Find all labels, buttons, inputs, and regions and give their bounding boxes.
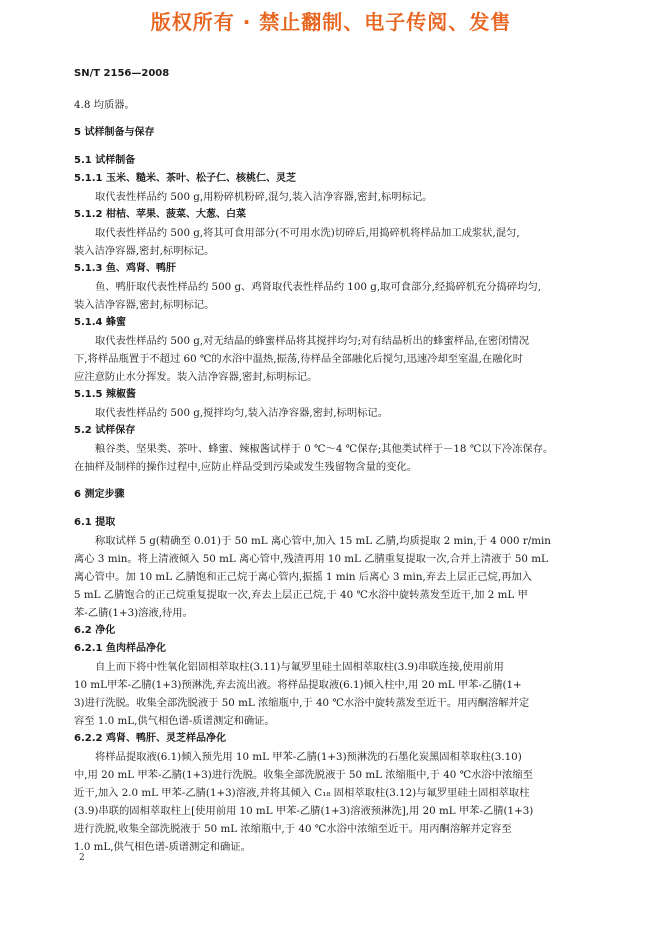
section-5-1-5-heading: 5.1.5 辣椒酱	[74, 389, 136, 400]
paragraph-line: 1.0 mL,供气相色谱-质谱测定和确证。	[74, 841, 251, 853]
paragraph-line: 在抽样及制样的操作过程中,应防止样品受到污染或发生残留物含量的变化。	[74, 461, 418, 473]
section-5-1-4-heading: 5.1.4 蜂蜜	[74, 317, 126, 328]
paragraph-line: 离心 3 min。将上清液倾入 50 mL 离心管中,残渣再用 10 mL 乙腈重复提取一次,合并上清液于 50 mL	[74, 553, 548, 565]
clause-4-8: 4.8 均质器。	[74, 99, 135, 111]
paragraph-line: 10 mL甲苯-乙腈(1+3)预淋洗,弃去流出液。将样品提取液(6.1)倾入柱中,用 20 mL 甲苯-乙腈(1+	[74, 679, 522, 691]
document-body	[74, 96, 588, 856]
section-5-1-heading: 5.1 试样制备	[74, 155, 136, 166]
paragraph: 取代表性样品约 500 g,用粉碎机粉碎,混匀,装入洁净容器,密封,标明标记。	[95, 191, 433, 203]
paragraph-line: 取代表性样品约 500 g,对无结晶的蜂蜜样品将其搅拌均匀;对有结晶析出的蜂蜜样品,在密闭情况	[95, 335, 530, 347]
paragraph-line: 自上而下将中性氧化铝固相萃取柱(3.11)与氟罗里硅土固相萃取柱(3.9)串联连接,使用前用	[95, 661, 504, 673]
paragraph-line: 称取试样 5 g(精确至 0.01)于 50 mL 离心管中,加入 15 mL 乙腈,均质提取 2 min,于 4 000 r/min	[95, 535, 551, 547]
paragraph-line: 进行洗脱,收集全部洗脱液于 50 mL 浓缩瓶中,于 40 ℃水浴中浓缩至近干。用丙酮溶解并定容至	[74, 823, 512, 835]
section-5-heading: 5 试样制备与保存	[74, 127, 155, 138]
paragraph-line: (3.9)串联的固相萃取柱上[使用前用 10 mL 甲苯-乙腈(1+3)溶液预淋洗],用 20 mL 甲苯-乙腈(1+3)	[74, 805, 534, 817]
paragraph-line: 粮谷类、坚果类、茶叶、蜂蜜、辣椒酱试样于 0 ℃～4 ℃保存;其他类试样于－18 ℃以下冷冻保存。	[95, 443, 554, 455]
section-6-2-2-heading: 6.2.2 鸡肾、鸭肝、灵芝样品净化	[74, 733, 226, 744]
paragraph-line: 3)进行洗脱。收集全部洗脱液于 50 mL 浓缩瓶中,于 40 ℃水浴中旋转蒸发至近干。用丙酮溶解并定	[74, 697, 530, 709]
section-5-1-3-heading: 5.1.3 鱼、鸡肾、鸭肝	[74, 263, 176, 274]
copyright-watermark: 版权所有 · 禁止翻制、电子传阅、发售	[150, 10, 512, 34]
paragraph-line: 装入洁净容器,密封,标明标记。	[74, 299, 215, 311]
paragraph-line: 鱼、鸭肝取代表性样品约 500 g、鸡肾取代表性样品约 100 g,取可食部分,经捣碎机充分捣碎均匀,	[95, 281, 542, 293]
section-6-heading: 6 测定步骤	[74, 489, 125, 500]
paragraph-line: 容至 1.0 mL,供气相色谱-质谱测定和确证。	[74, 715, 275, 727]
paragraph-line: 应注意防止水分挥发。装入洁净容器,密封,标明标记。	[74, 371, 318, 383]
paragraph-line: 装入洁净容器,密封,标明标记。	[74, 245, 215, 257]
paragraph-line: 中,用 20 mL 甲苯-乙腈(1+3)进行洗脱。收集全部洗脱液于 50 mL 浓缩瓶中,于 40 ℃水浴中浓缩至	[74, 769, 533, 781]
paragraph-line: 苯-乙腈(1+3)溶液,待用。	[74, 607, 193, 619]
paragraph-line: 下,将样品瓶置于不超过 60 ℃的水浴中温热,振荡,待样品全部融化后搅匀,迅速冷却至室温,在融化时	[74, 353, 524, 365]
document-code: SN/T 2156—2008	[74, 68, 170, 79]
paragraph-line: 离心管中。加 10 mL 乙腈饱和正己烷于离心管内,振摇 1 min 后离心 3 min,弃去上层正己烷,再加入	[74, 571, 532, 583]
paragraph-line: 5 mL 乙腈饱合的正己烷重复提取一次,弃去上层正己烷,于 40 ℃水浴中旋转蒸发至近干,加 2 mL 甲	[74, 589, 528, 601]
page-number: 2	[79, 853, 85, 863]
paragraph: 取代表性样品约 500 g,搅拌均匀,装入洁净容器,密封,标明标记。	[95, 407, 389, 419]
paragraph-line: 近干,加入 2.0 mL 甲苯-乙腈(1+3)溶液,并将其倾入 C₁₈ 固相萃取柱(3.12)与氟罗里硅土固相萃取柱	[74, 787, 530, 799]
section-6-1-heading: 6.1 提取	[74, 517, 116, 528]
section-5-1-1-heading: 5.1.1 玉米、糙米、茶叶、松子仁、核桃仁、灵芝	[74, 173, 296, 184]
section-5-1-2-heading: 5.1.2 柑桔、苹果、菠菜、大葱、白菜	[74, 209, 246, 220]
section-6-2-heading: 6.2 净化	[74, 625, 116, 636]
paragraph-line: 将样品提取液(6.1)倾入预先用 10 mL 甲苯-乙腈(1+3)预淋洗的石墨化炭黑固相萃取柱(3.10)	[95, 751, 522, 763]
section-5-2-heading: 5.2 试样保存	[74, 425, 136, 436]
section-6-2-1-heading: 6.2.1 鱼肉样品净化	[74, 643, 166, 654]
paragraph-line: 取代表性样品约 500 g,将其可食用部分(不可用水洗)切碎后,用捣碎机将样品加工成浆状,混匀,	[95, 227, 520, 239]
